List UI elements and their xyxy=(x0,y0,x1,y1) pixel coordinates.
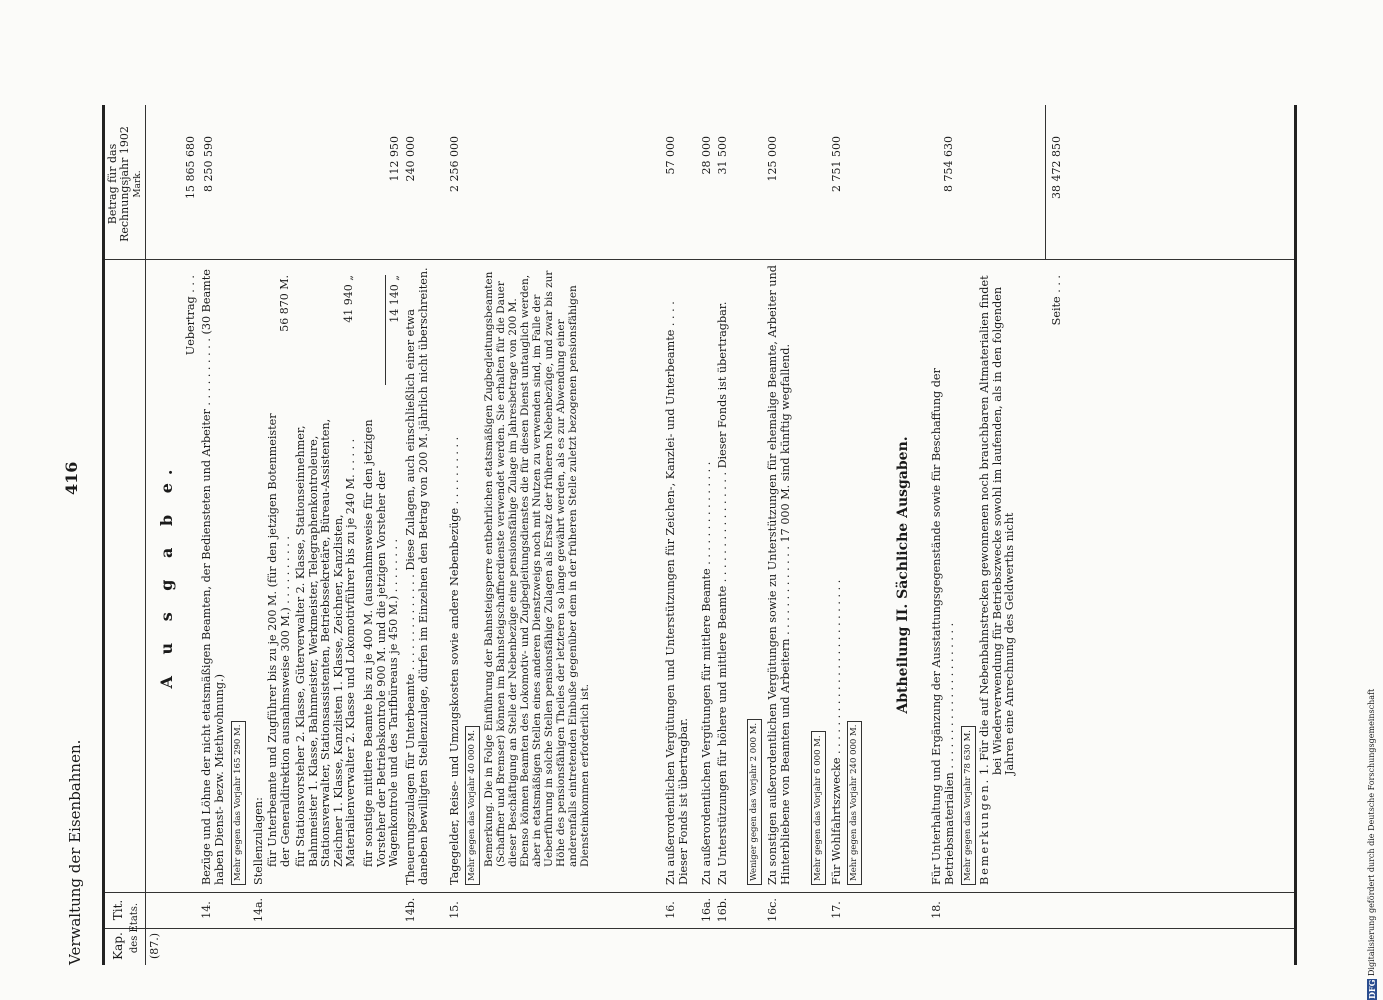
row-amount: 240 000 xyxy=(404,136,417,182)
rotated-page-content xyxy=(60,105,1300,965)
note-badge: Weniger gegen das Vorjahr 2 000 M. xyxy=(747,719,762,885)
page-number: 416 xyxy=(62,461,81,495)
col-mark: Mark. xyxy=(133,170,143,198)
tit-number: 16b. xyxy=(716,897,729,923)
tit-number: 16c. xyxy=(766,898,779,922)
inline-amount: 56 870 M. xyxy=(278,275,291,332)
section-2-title: Abtheilung II. Sächliche Ausgaben. xyxy=(895,436,911,714)
note-badge: Mehr gegen das Vorjahr 165 290 M. xyxy=(231,721,246,885)
sum-rule xyxy=(385,275,386,385)
note-badge: Mehr gegen das Vorjahr 240 000 M. xyxy=(847,721,862,885)
row-text: für Stationsvorsteher 2. Klasse, Güterverwalter 2. Klasse, Stationseinnehmer, Bahnmeister 1. Klasse, Bahnmeister, Werkmeister, Telegraphenkontroleure, Stationsverwalter, Stationsassistenten, Betriebssekretäre, Büreau-Assistenten, Zeichner 1. Klasse, Kanzlisten 1. Klasse, Zeichner, Kanzlisten, Materialienverwalter 2. Klasse und Lokomotivführer bis zu je 240 M. . . . . . xyxy=(294,418,357,867)
sum-rule xyxy=(1045,105,1046,260)
row-note xyxy=(811,265,826,885)
dfg-text: Digitalisierung gefördert durch die Deutsche Forschungsgemeinschaft xyxy=(1367,688,1376,976)
row-text: Zu sonstigen außerordentlichen Vergütungen sowie zu Unterstützungen für ehemalige Beamte, Arbeiter und Hinterbliebene von Beamten und Arbeitern . . . . . . . . . . . . . 17 000 M. sind künftig wegfallend. xyxy=(766,265,792,885)
row-text: Tagegelder, Reise- und Umzugskosten sowie andere Nebenbezüge . . . . . . . . . . xyxy=(448,436,461,885)
ausgabe-title: A u s g a b e. xyxy=(157,461,176,689)
row-amount: 57 000 xyxy=(664,136,677,175)
row-amount: 31 500 xyxy=(716,136,729,175)
row-amount: 125 000 xyxy=(766,136,779,182)
tit-number: 14a. xyxy=(252,897,265,923)
column-divider xyxy=(105,892,1294,893)
row-text: Zu außerordentlichen Vergütungen für mittlere Beamte . . . . . . . . . . . . . . . xyxy=(700,461,713,885)
column-divider xyxy=(105,259,1294,260)
row-note xyxy=(847,265,862,885)
row-amount: 2 751 500 xyxy=(830,136,843,192)
inline-amount: 41 940 „ xyxy=(342,275,355,323)
tit-number: 15. xyxy=(448,901,461,919)
col-kap: Kap. xyxy=(111,932,125,960)
row-text: Theuerungszulagen für Unterbeamte . . . . . . . . . . . . . . Diese Zulagen, auch einschließlich einer etwa daneben bewilligten Stellenzulage, dürfen im Einzelnen den Betrag von 200 M. jährlich nicht überschreiten. xyxy=(404,267,430,885)
row-amount: 8 754 630 xyxy=(942,136,955,192)
budget-table xyxy=(102,105,1297,965)
tit-number: 14. xyxy=(200,901,213,919)
dfg-sidebar xyxy=(1367,0,1381,1000)
tit-number: 17. xyxy=(830,901,843,919)
note-badge: Mehr gegen das Vorjahr 40 000 M. xyxy=(465,726,480,885)
uebertrag-amount: 15 865 680 xyxy=(184,136,197,199)
row-amount: 8 250 590 xyxy=(202,136,215,192)
footer-amount: 38 472 850 xyxy=(1050,136,1063,199)
header-divider xyxy=(145,105,146,965)
page-header xyxy=(60,105,100,965)
row-note xyxy=(231,265,246,885)
row-text: Stellenzulagen: xyxy=(252,797,265,885)
note-badge: Mehr gegen das Vorjahr 78 630 M. xyxy=(961,726,976,885)
row-text: Bezüge und Löhne der nicht etatsmäßigen Beamten, der Bediensteten und Arbeiter . . . . . . . . . . (30 Beamte haben Dienst- bezw. Miethwohnung.) xyxy=(200,269,226,885)
row-amount: 112 950 xyxy=(388,136,401,182)
row-text: Für Unterhaltung und Ergänzung der Ausstattungsgegenstände sowie für Beschaffung der Betriebsmaterialien . . . . . . . . . . . . . . . . . . . . . xyxy=(930,368,956,885)
row-text: für Unterbeamte und Zugführer bis zu je 200 M. (für den jetzigen Botenmeister der Generaldirektion ausnahmsweise 300 M.) . . . . . . . . . . xyxy=(266,413,292,867)
tit-number: 16a. xyxy=(700,897,713,923)
uebertrag-label: Uebertrag . . . xyxy=(184,275,197,356)
tit-number: 16. xyxy=(664,901,677,919)
kap-number: (87.) xyxy=(148,932,161,960)
column-divider xyxy=(105,928,1294,929)
tit-number: 18. xyxy=(930,901,943,919)
inline-amount: 14 140 „ xyxy=(388,275,401,323)
tit-number: 14b. xyxy=(404,897,417,923)
row-text: Zu Unterstützungen für höhere und mittlere Beamte . . . . . . . . . . . . . . . . Dieser Fonds ist übertragbar. xyxy=(716,301,729,885)
row-amount: 28 000 xyxy=(700,136,713,175)
row-note xyxy=(465,265,480,885)
section-title: Verwaltung der Eisenbahnen. xyxy=(66,739,84,965)
note-badge: Mehr gegen das Vorjahr 6 000 M. xyxy=(811,731,826,885)
row-text: für sonstige mittlere Beamte bis zu je 400 M. (ausnahmsweise für den jetzigen Vorsteher der Betriebskontrole 900 M. und die jetzigen Vorsteher der Wagenkontrole und des Tarifbüreaus je 450 M.) . . . . . . . . xyxy=(362,419,400,867)
row-text: Für Wohlfahrtszwecke . . . . . . . . . . . . . . . . . . . . . . . . . xyxy=(830,579,843,885)
row-amount: 2 256 000 xyxy=(448,136,461,192)
col-des-etats: des Etats. xyxy=(129,902,140,954)
col-betrag: Betrag für das Rechnungsjahr 1902 xyxy=(106,126,131,242)
row-text: Zu außerordentlichen Vergütungen und Unterstützungen für Zeichen-, Kanzlei- und Unterbeamte . . . . Dieser Fonds ist übertragbar. xyxy=(664,301,690,885)
dfg-logo: DFG xyxy=(1367,979,1377,999)
row-note xyxy=(747,265,762,885)
row-note xyxy=(961,265,976,885)
remark-text: Bemerkung. Die in Folge Einführung der Bahnsteigsperre entbehrlichen etatsmäßigen Zugbegleitungsbeamten (Schaffner und Bremser) können im Bahnsteigschaffnerdienste verwendet werden. Sie erhalten für die Dauer dieser Beschäftigung an Stelle der Nebenbezüge eine pensionsfähige Zulage im Jahresbetrage von 200 M. Ebenso können Beamten des Lokomotiv- und Zugbegleitungsdienstes die für diesen Dienst untauglich werden, aber in etatsmäßigen Stellen eines anderen Dienstzweigs noch mit Nutzen zu verwenden sind, im Falle der Ueberführung in solche Stellen pensionsfähige Zulagen als Ersatz der früheren Nebenbezüge, und zwar bis zur Höhe des pensionsfähigen Theiles der letzteren so lange gewährt werden, als es zur Abwendung einer anderenfalls eintretenden Einbuße gegenüber dem in der früheren Stelle zuletzt bezogenen pensionsfähigen Diensteinkommen erforderlich ist. xyxy=(483,270,591,867)
col-tit: Tit. xyxy=(111,899,125,921)
remarks-label: Bemerkungen. xyxy=(978,777,991,885)
remark-text: 1. Für die auf Nebenbahnstrecken gewonnenen noch brauchbaren Altmaterialien findet bei Wiederverwendung für Betriebszwecke sowohl im laufenden, als in den folgenden Jahren eine Anrechnung des Geldwerths nicht xyxy=(978,275,1016,775)
footer-label: Seite . . . xyxy=(1050,275,1063,326)
